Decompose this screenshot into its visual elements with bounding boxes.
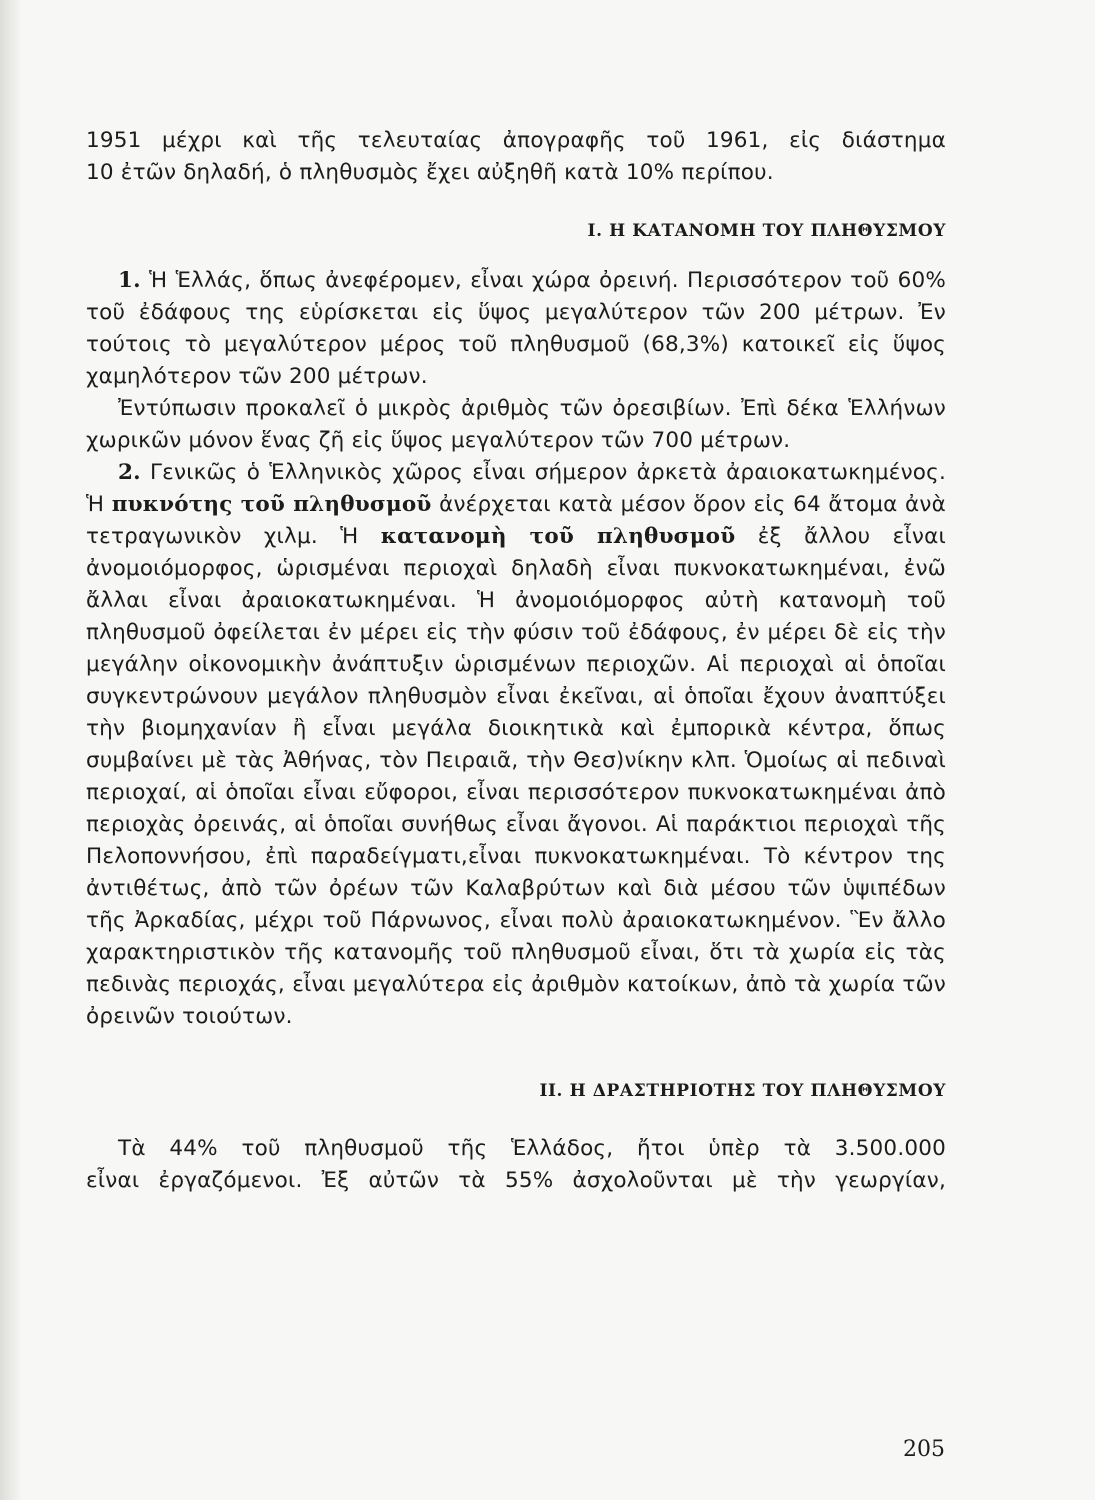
bold-term-population-distribution: κατανομὴ τοῦ πληθυσμοῦ — [380, 524, 736, 549]
paragraph-mountain-dwellers: Ἐντύπωσιν προκαλεῖ ὁ μικρὸς ἀριθμὸς τῶν ὀρεσιβίων. Ἐπὶ δέκα Ἑλλήνων χωρικῶν μόνον ἕνας ζῆ εἰς ὕψος μεγαλύτερον τῶν 700 μέτρων. — [86, 396, 946, 453]
paragraph-workforce — [86, 1133, 946, 1165]
page-body — [86, 125, 946, 1197]
page-edge-shadow — [0, 0, 22, 1500]
paragraph-number-1: 1. — [118, 268, 141, 293]
paragraph-workforce-cont — [86, 1165, 946, 1197]
paragraph-density-text-c: ἀνέρχεται κατὰ μέσον ὅρον εἰς 64 ἄτομα ἀνὰ τετραγωνικὸν χιλμ. Ἡ — [86, 492, 947, 549]
section-heading-activity: ΙΙ. Η ΔΡΑΣΤΗΡΙΟΤΗΣ ΤΟΥ ΠΛΗΘΥΣΜΟΥ — [539, 1081, 946, 1101]
intro-line-2: 10 ἐτῶν δηλαδή, ὁ πληθυσμὸς ἔχει αὐξηθῆ κατὰ 10% περίπου. — [86, 160, 774, 185]
paragraph-altitude — [86, 265, 946, 393]
workforce-line-1: Τὰ 44% τοῦ πληθυσμοῦ τῆς Ἑλλάδος, ἤτοι ὑπὲρ τὰ 3.500.000 — [118, 1136, 946, 1161]
intro-line-1: 1951 μέχρι καὶ τῆς τελευταίας ἀπογραφῆς τοῦ 1961, εἰς διάστημα — [86, 128, 946, 153]
bold-term-population-density: πυκνότης τοῦ πληθυσμοῦ — [111, 492, 432, 517]
paragraph-density-text-a: Γενικῶς ὁ Ἑλληνικὸς χῶρος εἶναι σήμερον ἀρκετὰ ἀραιοκατωκημένος. Ἡ — [86, 460, 946, 517]
paragraph-density — [86, 457, 946, 1033]
page-number: 205 — [903, 1437, 945, 1462]
intro-paragraph — [86, 125, 946, 189]
paragraph-number-2: 2. — [118, 460, 141, 485]
paragraph-density-text-d: ἐξ ἄλλου εἶναι ἀνομοιόμορφος, ὡρισμέναι περιοχαὶ δηλαδὴ εἶναι πυκνοκατωκημέναι, ἐνῶ ἄλλαι εἶναι ἀραιοκατωκημέναι. Ἡ ἀνομοιόμορφος αὐτὴ κατανομὴ τοῦ πληθυσμοῦ ὀφείλεται ἐν μέρει εἰς τὴν φύσιν τοῦ ἐδάφους, ἐν μέρει δὲ εἰς τὴν μεγάλην οἰκονομικὴν ἀνάπτυξιν ὡρισμένων περιοχῶν. Αἱ περιοχαὶ αἱ ὁποῖαι συγκεντρώνουν μεγάλον πληθυσμὸν εἶναι ἐκεῖναι, αἱ ὁποῖαι ἔχουν ἀναπτύξει τὴν βιομηχανίαν ἢ εἶναι μεγάλα διοικητικὰ καὶ ἐμπορικὰ κέντρα, ὅπως συμβαίνει μὲ τὰς Ἀθήνας, τὸν Πειραιᾶ, τὴν Θεσ)νίκην κλπ. Ὁμοίως αἱ πεδιναὶ περιοχαί, αἱ ὁποῖαι εἶναι εὔφοροι, εἶναι περισσότερον πυκνοκατωκημέναι ἀπὸ περιοχὰς ὀρεινάς, αἱ ὁποῖαι συνήθως εἶναι ἄγονοι. Αἱ παράκτιοι περιοχαὶ τῆς Πελοποννήσου, ἐπὶ παραδείγματι,εἶναι πυκνοκατωκημέναι. Τὸ κέντρον της ἀντιθέτως, ἀπὸ τῶν ὀρέων τῶν Καλαβρύτων καὶ διὰ μέσου τῶν ὑψιπέδων τῆς Ἀρκαδίας, μέχρι τοῦ Πάρνωνος, εἶναι πολὺ ἀραιοκατωκημένον. Ἓν ἄλλο χαρακτηριστικὸν τῆς κατανομῆς τοῦ πληθυσμοῦ εἶναι, ὅτι τὰ χωρία εἰς τὰς πεδινὰς περιοχάς, εἶναι μεγαλύτερα εἰς ἀριθμὸν κατοίκων, ἀπὸ τὰ χωρία τῶν ὀρεινῶν τοιούτων. — [86, 524, 946, 1029]
paragraph-altitude-text: Ἡ Ἑλλάς, ὅπως ἀνεφέρομεν, εἶναι χώρα ὀρεινή. Περισσότερον τοῦ 60% τοῦ ἐδάφους της εὑρίσκεται εἰς ὕψος μεγαλύτερον τῶν 200 μέτρων. Ἐν τούτοις τὸ μεγαλύτερον μέρος τοῦ πληθυσμοῦ (68,3%) κατοικεῖ εἰς ὕψος χαμηλότερον τῶν 200 μέτρων. — [86, 268, 946, 389]
workforce-line-2: εἶναι ἐργαζόμενοι. Ἐξ αὐτῶν τὰ 55% ἀσχολοῦνται μὲ τὴν γεωργίαν, — [86, 1168, 946, 1193]
section-heading-distribution: Ι. Η ΚΑΤΑΝΟΜΗ ΤΟΥ ΠΛΗΘΥΣΜΟΥ — [587, 221, 946, 241]
